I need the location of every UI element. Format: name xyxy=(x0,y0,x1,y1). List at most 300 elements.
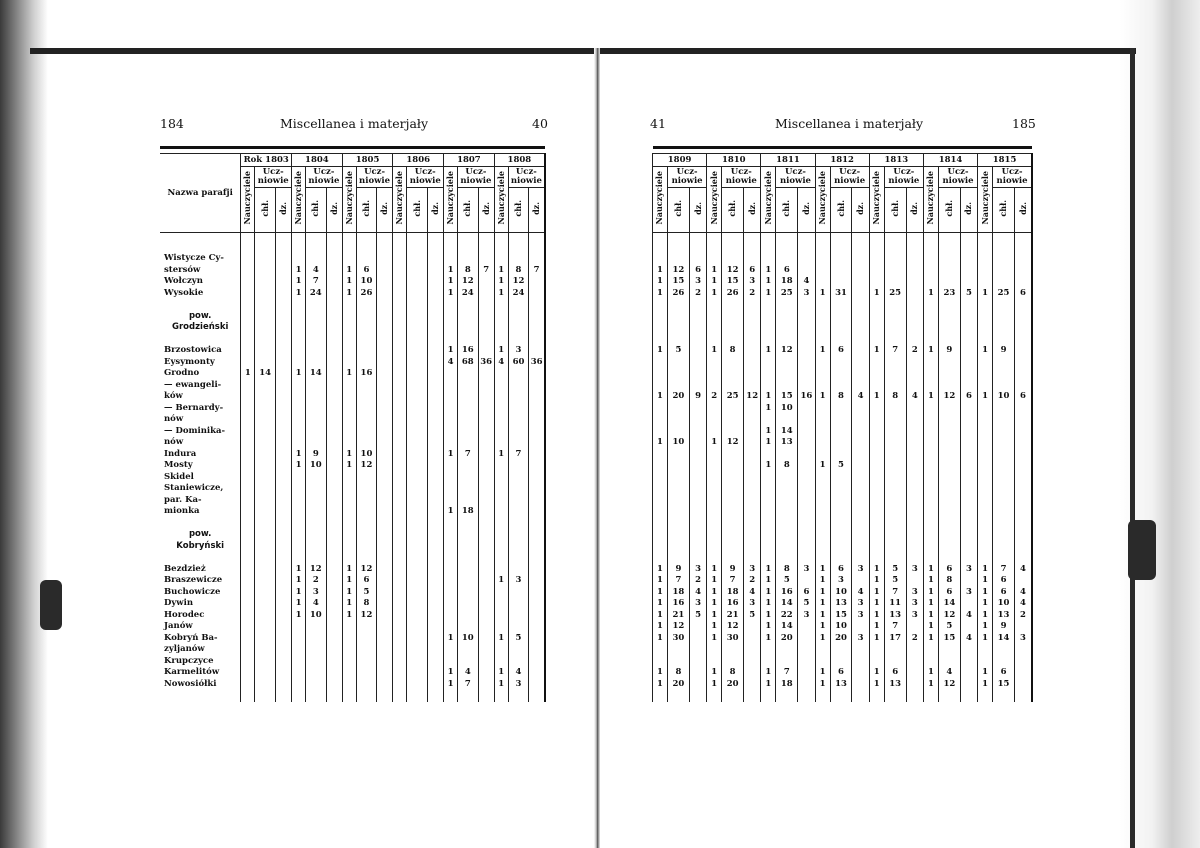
table-cell: 10 xyxy=(993,598,1015,610)
table-cell: 1 xyxy=(761,276,776,288)
table-cell xyxy=(722,644,744,656)
table-cell xyxy=(960,264,977,276)
table-cell xyxy=(798,494,815,506)
table-cell xyxy=(938,356,960,368)
table-cell xyxy=(275,299,291,311)
table-cell xyxy=(906,425,923,437)
table-cell xyxy=(292,322,306,334)
table-cell: 4 xyxy=(798,276,815,288)
table-cell xyxy=(960,621,977,633)
table-cell xyxy=(241,448,255,460)
table-cell: 7 xyxy=(306,276,326,288)
table-cell xyxy=(377,368,393,380)
table-cell: 1 xyxy=(978,632,993,644)
table-cell xyxy=(761,540,776,552)
table-cell xyxy=(241,471,255,483)
table-cell xyxy=(458,494,478,506)
table-cell xyxy=(798,655,815,667)
table-cell xyxy=(869,506,884,518)
table-cell xyxy=(978,529,993,541)
table-cell xyxy=(275,448,291,460)
table-cell xyxy=(798,241,815,253)
table-cell xyxy=(667,414,689,426)
table-cell xyxy=(508,506,528,518)
table-cell xyxy=(444,414,458,426)
table-cell xyxy=(478,345,494,357)
table-cell xyxy=(761,655,776,667)
table-cell xyxy=(342,402,356,414)
table-cell: 1 xyxy=(869,575,884,587)
table-cell xyxy=(993,437,1015,449)
table-cell xyxy=(393,356,407,368)
table-cell xyxy=(292,494,306,506)
table-cell xyxy=(377,483,393,495)
table-cell xyxy=(326,552,342,564)
table-cell xyxy=(938,552,960,564)
table-cell xyxy=(478,253,494,265)
table-cell: 14 xyxy=(306,368,326,380)
table-cell xyxy=(869,471,884,483)
table-cell xyxy=(342,391,356,403)
table-cell xyxy=(978,253,993,265)
table-cell: 1 xyxy=(707,667,722,679)
table-cell: 20 xyxy=(830,632,852,644)
table-cell xyxy=(993,241,1015,253)
boys-header: chł. xyxy=(356,188,376,233)
table-cell xyxy=(884,414,906,426)
table-cell xyxy=(478,425,494,437)
table-cell xyxy=(407,552,427,564)
table-cell: 2 xyxy=(744,287,761,299)
table-cell xyxy=(667,241,689,253)
table-cell xyxy=(993,506,1015,518)
table-cell xyxy=(458,529,478,541)
table-cell xyxy=(458,575,478,587)
table-cell: 6 xyxy=(1015,287,1032,299)
table-cell xyxy=(707,529,722,541)
table-cell: 10 xyxy=(458,632,478,644)
table-cell xyxy=(884,276,906,288)
table-cell xyxy=(326,609,342,621)
table-cell xyxy=(884,299,906,311)
table-cell xyxy=(776,253,798,265)
table-cell xyxy=(478,655,494,667)
table-cell: 9 xyxy=(993,345,1015,357)
table-cell: 6 xyxy=(960,391,977,403)
table-cell xyxy=(667,253,689,265)
table-cell xyxy=(869,241,884,253)
table-cell xyxy=(923,310,938,322)
table-cell xyxy=(275,644,291,656)
girls-header: dz. xyxy=(275,188,291,233)
table-cell xyxy=(326,448,342,460)
scan-left-edge xyxy=(0,0,48,848)
table-cell xyxy=(653,253,668,265)
table-cell xyxy=(1015,402,1032,414)
table-row xyxy=(160,609,545,621)
table-cell xyxy=(306,379,326,391)
table-cell xyxy=(852,276,869,288)
table-cell: 6 xyxy=(744,264,761,276)
table-cell xyxy=(529,552,545,564)
table-cell xyxy=(798,333,815,345)
table-cell xyxy=(407,471,427,483)
teachers-header: Nauczyciele xyxy=(761,167,776,233)
table-cell xyxy=(906,529,923,541)
table-cell xyxy=(667,368,689,380)
table-cell xyxy=(923,540,938,552)
table-cell xyxy=(377,460,393,472)
table-cell: 17 xyxy=(884,632,906,644)
table-cell xyxy=(326,529,342,541)
parish-name: pow. xyxy=(160,529,241,541)
table-cell xyxy=(815,276,830,288)
table-cell xyxy=(275,356,291,368)
table-cell xyxy=(689,241,706,253)
table-cell: 21 xyxy=(667,609,689,621)
table-cell xyxy=(1015,529,1032,541)
table-cell xyxy=(1015,667,1032,679)
table-cell xyxy=(356,540,376,552)
table-cell: 4 xyxy=(1015,563,1032,575)
table-cell: 16 xyxy=(458,345,478,357)
table-cell xyxy=(393,264,407,276)
table-cell xyxy=(993,299,1015,311)
table-cell: 1 xyxy=(869,563,884,575)
table-cell xyxy=(255,678,275,690)
table-cell xyxy=(306,299,326,311)
table-cell xyxy=(508,402,528,414)
table-cell xyxy=(241,552,255,564)
scan-shadow-left xyxy=(40,580,62,630)
table-cell xyxy=(1015,678,1032,690)
table-cell xyxy=(326,345,342,357)
table-cell xyxy=(478,494,494,506)
table-cell: 1 xyxy=(292,575,306,587)
table-cell xyxy=(377,253,393,265)
table-cell xyxy=(427,540,443,552)
table-cell xyxy=(377,333,393,345)
table-row xyxy=(653,345,1033,357)
table-cell xyxy=(478,437,494,449)
table-cell xyxy=(744,241,761,253)
table-cell xyxy=(393,345,407,357)
table-cell: 1 xyxy=(923,598,938,610)
table-cell xyxy=(255,621,275,633)
table-cell xyxy=(978,552,993,564)
table-cell xyxy=(798,368,815,380)
table-cell xyxy=(275,667,291,679)
table-cell xyxy=(798,345,815,357)
table-cell: 6 xyxy=(993,575,1015,587)
table-cell xyxy=(830,299,852,311)
table-cell: 1 xyxy=(494,678,508,690)
table-cell xyxy=(852,621,869,633)
table-cell: 1 xyxy=(978,586,993,598)
table-cell xyxy=(653,379,668,391)
right-data-table xyxy=(652,146,1033,702)
table-cell xyxy=(938,540,960,552)
table-row xyxy=(160,391,545,403)
table-cell xyxy=(377,678,393,690)
table-cell xyxy=(960,448,977,460)
table-cell xyxy=(960,506,977,518)
table-cell xyxy=(275,598,291,610)
table-cell xyxy=(923,322,938,334)
table-cell xyxy=(798,379,815,391)
table-cell: 16 xyxy=(356,368,376,380)
table-cell: 7 xyxy=(478,264,494,276)
table-cell xyxy=(529,310,545,322)
table-cell: 1 xyxy=(869,678,884,690)
table-cell xyxy=(326,379,342,391)
parish-name xyxy=(160,299,241,311)
table-cell: 1 xyxy=(978,287,993,299)
table-cell xyxy=(292,333,306,345)
table-cell xyxy=(923,494,938,506)
table-row xyxy=(160,460,545,472)
table-cell xyxy=(776,506,798,518)
table-cell xyxy=(993,460,1015,472)
table-cell xyxy=(906,402,923,414)
parish-name: Dywin xyxy=(160,598,241,610)
table-cell xyxy=(906,322,923,334)
table-cell xyxy=(852,529,869,541)
girls-header: dz. xyxy=(744,188,761,233)
table-cell xyxy=(923,379,938,391)
table-cell xyxy=(393,598,407,610)
table-cell xyxy=(427,379,443,391)
table-cell xyxy=(993,310,1015,322)
table-cell xyxy=(241,655,255,667)
table-cell xyxy=(744,460,761,472)
table-cell: 1 xyxy=(707,678,722,690)
table-cell xyxy=(667,471,689,483)
table-cell xyxy=(342,356,356,368)
table-cell: 9 xyxy=(722,563,744,575)
table-cell xyxy=(653,517,668,529)
table-cell xyxy=(923,483,938,495)
table-cell xyxy=(427,368,443,380)
table-row xyxy=(653,506,1033,518)
table-cell xyxy=(494,598,508,610)
table-cell xyxy=(377,391,393,403)
table-cell: 1 xyxy=(707,632,722,644)
table-cell xyxy=(667,460,689,472)
table-cell: 4 xyxy=(906,391,923,403)
table-cell xyxy=(255,483,275,495)
table-cell xyxy=(852,425,869,437)
table-cell xyxy=(960,471,977,483)
table-cell: 2 xyxy=(906,632,923,644)
table-cell xyxy=(508,460,528,472)
table-cell xyxy=(326,575,342,587)
table-row xyxy=(653,414,1033,426)
table-cell xyxy=(407,517,427,529)
table-cell: 1 xyxy=(869,586,884,598)
table-cell xyxy=(960,356,977,368)
table-cell xyxy=(960,437,977,449)
table-cell xyxy=(815,241,830,253)
table-cell xyxy=(830,379,852,391)
table-cell xyxy=(993,655,1015,667)
table-cell xyxy=(938,402,960,414)
table-cell xyxy=(427,632,443,644)
year-header: 1806 xyxy=(393,154,444,167)
table-cell: 1 xyxy=(444,287,458,299)
table-cell xyxy=(494,379,508,391)
table-cell xyxy=(1015,575,1032,587)
table-cell xyxy=(241,379,255,391)
table-cell xyxy=(275,586,291,598)
table-cell xyxy=(869,299,884,311)
table-cell xyxy=(667,506,689,518)
girls-header: dz. xyxy=(906,188,923,233)
girls-header: dz. xyxy=(529,188,545,233)
table-cell xyxy=(326,632,342,644)
table-cell xyxy=(377,264,393,276)
table-cell xyxy=(444,391,458,403)
table-cell: 8 xyxy=(667,667,689,679)
table-cell xyxy=(292,402,306,414)
year-header: 1814 xyxy=(923,154,977,167)
table-cell xyxy=(722,655,744,667)
table-row xyxy=(653,356,1033,368)
table-cell xyxy=(326,425,342,437)
table-cell: 1 xyxy=(444,276,458,288)
table-cell: 4 xyxy=(852,586,869,598)
table-cell xyxy=(508,299,528,311)
table-cell xyxy=(377,586,393,598)
table-cell xyxy=(923,333,938,345)
table-cell xyxy=(458,402,478,414)
table-row xyxy=(653,402,1033,414)
table-cell xyxy=(478,460,494,472)
table-cell: 1 xyxy=(761,632,776,644)
table-cell: 2 xyxy=(1015,609,1032,621)
table-cell xyxy=(342,494,356,506)
table-cell: 1 xyxy=(815,598,830,610)
table-cell xyxy=(241,333,255,345)
table-cell: 1 xyxy=(923,287,938,299)
table-cell: 3 xyxy=(1015,632,1032,644)
table-cell: 3 xyxy=(906,609,923,621)
table-cell xyxy=(377,379,393,391)
table-cell xyxy=(830,471,852,483)
table-cell xyxy=(978,368,993,380)
table-cell xyxy=(852,356,869,368)
table-cell xyxy=(275,552,291,564)
table-cell xyxy=(356,345,376,357)
table-cell xyxy=(689,644,706,656)
table-cell xyxy=(884,460,906,472)
table-cell: 1 xyxy=(978,563,993,575)
table-cell xyxy=(508,644,528,656)
table-cell: 14 xyxy=(255,368,275,380)
table-cell xyxy=(938,379,960,391)
table-cell xyxy=(653,425,668,437)
table-cell: 14 xyxy=(776,425,798,437)
table-cell xyxy=(529,345,545,357)
table-cell xyxy=(744,552,761,564)
table-cell: 7 xyxy=(776,667,798,679)
teachers-header: Nauczyciele xyxy=(494,167,508,233)
table-cell xyxy=(689,333,706,345)
table-cell xyxy=(938,253,960,265)
table-cell xyxy=(292,391,306,403)
table-cell xyxy=(960,425,977,437)
table-cell xyxy=(377,471,393,483)
table-cell xyxy=(377,287,393,299)
table-cell xyxy=(356,471,376,483)
year-header: 1810 xyxy=(707,154,761,167)
table-cell xyxy=(653,655,668,667)
table-cell xyxy=(427,552,443,564)
table-cell xyxy=(689,299,706,311)
page-title: Miscellanea i materjały xyxy=(280,116,429,131)
table-cell xyxy=(529,391,545,403)
table-cell xyxy=(356,506,376,518)
table-cell xyxy=(478,575,494,587)
table-cell xyxy=(938,276,960,288)
table-cell xyxy=(906,552,923,564)
girls-header: dz. xyxy=(852,188,869,233)
table-cell xyxy=(815,379,830,391)
parish-name: Eysymonty xyxy=(160,356,241,368)
table-cell xyxy=(377,356,393,368)
table-cell xyxy=(744,310,761,322)
table-cell xyxy=(884,517,906,529)
table-cell xyxy=(508,586,528,598)
table-cell xyxy=(342,379,356,391)
parish-name: Wistycze Cy- xyxy=(160,253,241,265)
table-cell xyxy=(667,552,689,564)
table-cell xyxy=(653,483,668,495)
table-cell: 20 xyxy=(722,678,744,690)
table-cell: 1 xyxy=(815,678,830,690)
table-cell xyxy=(326,471,342,483)
table-cell xyxy=(444,483,458,495)
table-cell xyxy=(923,425,938,437)
table-cell xyxy=(906,448,923,460)
parish-name: — ewangeli- xyxy=(160,379,241,391)
table-cell xyxy=(529,563,545,575)
table-cell: 3 xyxy=(508,678,528,690)
table-cell xyxy=(255,609,275,621)
table-cell xyxy=(407,253,427,265)
table-cell xyxy=(852,644,869,656)
table-row xyxy=(653,494,1033,506)
table-cell xyxy=(292,379,306,391)
table-cell xyxy=(884,253,906,265)
table-cell xyxy=(1015,517,1032,529)
table-cell xyxy=(377,563,393,575)
table-cell xyxy=(960,540,977,552)
table-cell: 5 xyxy=(884,563,906,575)
table-cell xyxy=(393,253,407,265)
table-cell xyxy=(407,575,427,587)
table-cell xyxy=(906,368,923,380)
table-cell: 24 xyxy=(306,287,326,299)
table-cell xyxy=(830,529,852,541)
table-cell xyxy=(978,655,993,667)
table-cell xyxy=(255,471,275,483)
table-cell xyxy=(292,678,306,690)
pupils-header: Ucz-niowie xyxy=(830,167,869,188)
table-cell xyxy=(852,655,869,667)
table-cell xyxy=(427,494,443,506)
table-row xyxy=(160,517,545,529)
